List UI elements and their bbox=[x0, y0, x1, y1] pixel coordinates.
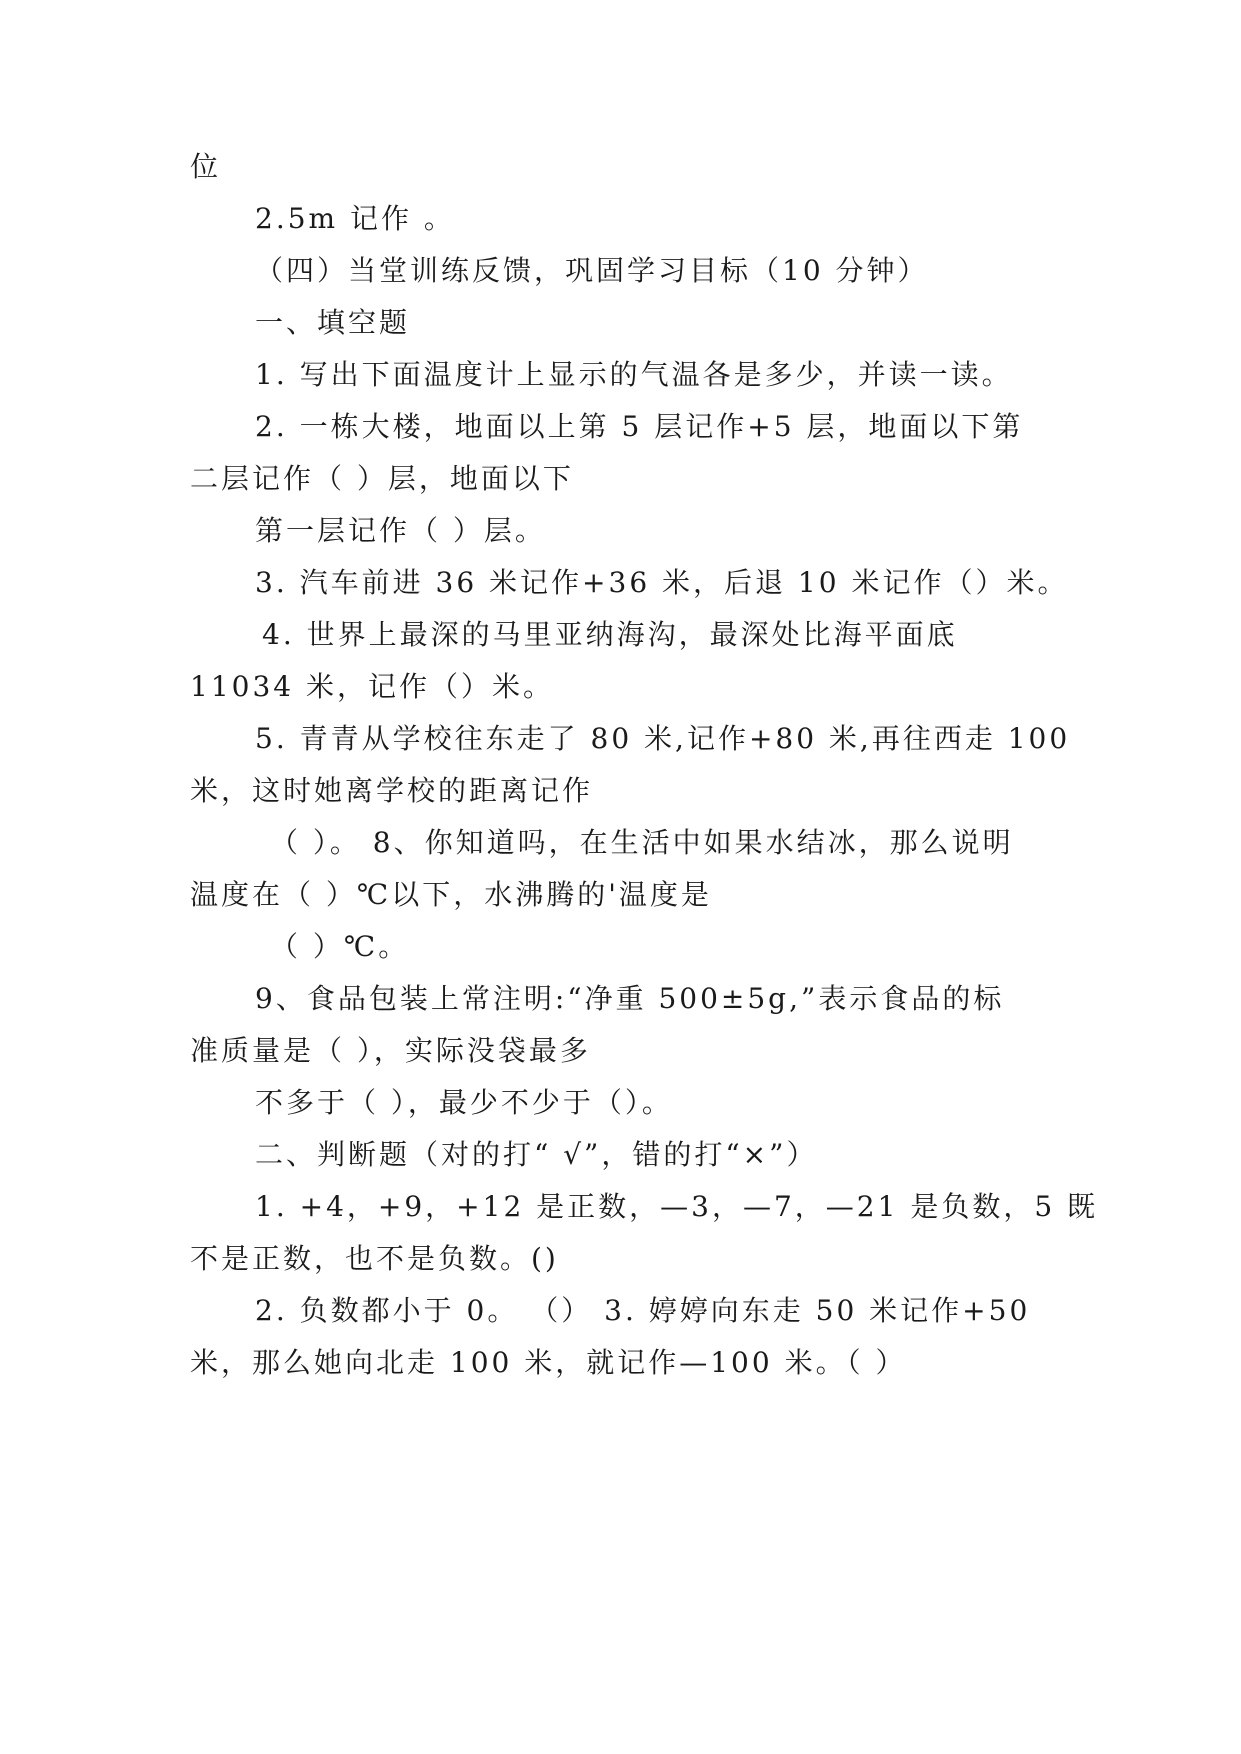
section-heading: （四）当堂训练反馈，巩固学习目标（10 分钟） bbox=[255, 254, 929, 287]
text-line: （ ）℃。 bbox=[270, 930, 410, 963]
text-line: 2.5m 记作 。 bbox=[255, 202, 455, 235]
question-line: 3. 汽车前进 36 米记作+36 米，后退 10 米记作（）米。 bbox=[255, 566, 1069, 599]
section-heading: 二、判断题（对的打“ √”，错的打“×”） bbox=[255, 1138, 818, 1171]
text-line: 第一层记作（ ）层。 bbox=[255, 514, 546, 547]
text-line: 位 bbox=[190, 150, 222, 183]
question-line: 2. 负数都小于 0。 （） 3. 婷婷向东走 50 米记作+50 bbox=[255, 1294, 1031, 1327]
question-line: 4. 世界上最深的马里亚纳海沟，最深处比海平面底 bbox=[262, 618, 958, 651]
text-line: 11034 米，记作（）米。 bbox=[190, 670, 554, 703]
question-line: 2. 一栋大楼，地面以上第 5 层记作+5 层，地面以下第 bbox=[255, 410, 1024, 443]
text-line: 不多于（ ），最少不少于（）。 bbox=[255, 1086, 673, 1119]
question-line: 5. 青青从学校往东走了 80 米,记作+80 米,再往西走 100 bbox=[255, 722, 1071, 755]
text-line: 二层记作（ ）层，地面以下 bbox=[190, 462, 574, 495]
text-line: 米，这时她离学校的距离记作 bbox=[190, 774, 594, 807]
text-line: 米，那么她向北走 100 米，就记作—100 米。（ ） bbox=[190, 1346, 907, 1379]
question-line: 1. 写出下面温度计上显示的气温各是多少，并读一读。 bbox=[255, 358, 1013, 391]
text-line: 准质量是（ ），实际没袋最多 bbox=[190, 1034, 591, 1067]
question-line: （ ）。 8、你知道吗，在生活中如果水结冰，那么说明 bbox=[270, 826, 1014, 859]
text-line: 不是正数，也不是负数。() bbox=[190, 1242, 559, 1275]
section-heading: 一、填空题 bbox=[255, 306, 411, 339]
text-line: 温度在（ ）℃以下，水沸腾的'温度是 bbox=[190, 878, 712, 911]
question-line: 1. +4，+9，+12 是正数，—3，—7，—21 是负数，5 既 bbox=[255, 1190, 1099, 1223]
question-line: 9、食品包装上常注明:“净重 500±5g,”表示食品的标 bbox=[255, 982, 1005, 1015]
